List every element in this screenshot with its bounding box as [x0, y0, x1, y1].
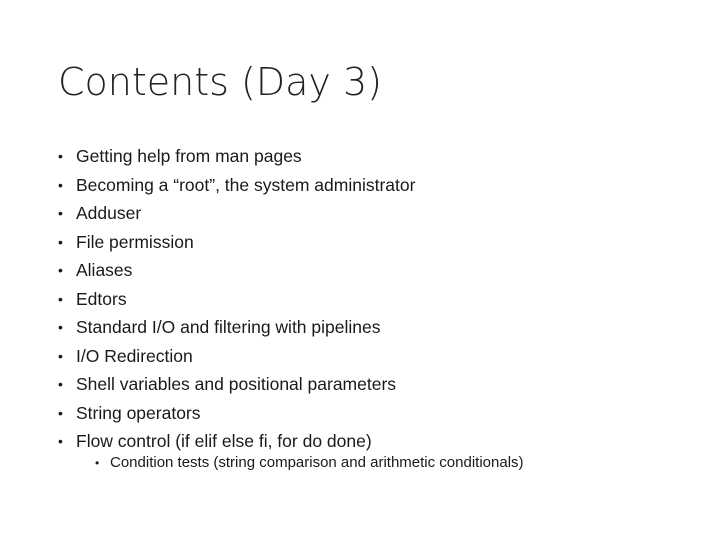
bullet-icon: •: [58, 376, 63, 392]
list-item-text: File permission: [76, 231, 194, 252]
sub-list-item-text: Condition tests (string comparison and arithmetic conditionals): [110, 454, 524, 471]
list-item: [58, 256, 415, 285]
bullet-icon: •: [58, 205, 63, 221]
sub-bullet-list: [95, 451, 524, 475]
list-item: [58, 171, 415, 200]
list-item: [58, 285, 415, 314]
bullet-icon: •: [58, 262, 63, 278]
list-item-text: Standard I/O and filtering with pipelines: [76, 317, 381, 337]
list-item: [58, 199, 415, 228]
bullet-icon: •: [58, 176, 63, 193]
list-item-text: Becoming a “root”, the system administrator: [76, 174, 416, 195]
list-item: [58, 342, 415, 371]
list-item: [58, 399, 415, 428]
list-item-text: Shell variables and positional parameters: [76, 374, 397, 394]
bullet-icon: •: [58, 433, 63, 449]
list-item-text: Adduser: [76, 203, 142, 223]
list-item-text: I/O Redirection: [76, 345, 193, 366]
bullet-icon: •: [58, 404, 63, 421]
slide-title: Contents (Day 3): [58, 60, 382, 104]
bullet-icon: •: [95, 456, 100, 470]
bullet-icon: •: [58, 233, 63, 250]
bullet-list: [58, 142, 415, 456]
list-item: [58, 370, 415, 399]
list-item: [58, 313, 415, 342]
bullet-icon: •: [58, 347, 63, 364]
sub-list-item: [95, 451, 524, 475]
bullet-icon: •: [58, 319, 63, 335]
list-item: [58, 228, 415, 257]
bullet-icon: •: [58, 290, 63, 307]
list-item-text: Getting help from man pages: [76, 146, 302, 166]
list-item-text: Aliases: [76, 260, 133, 280]
list-item-text: String operators: [76, 402, 201, 423]
bullet-icon: •: [58, 148, 63, 164]
list-item-text: Flow control (if elif else fi, for do done): [76, 431, 372, 451]
list-item: [58, 142, 415, 171]
list-item-text: Edtors: [76, 288, 127, 309]
